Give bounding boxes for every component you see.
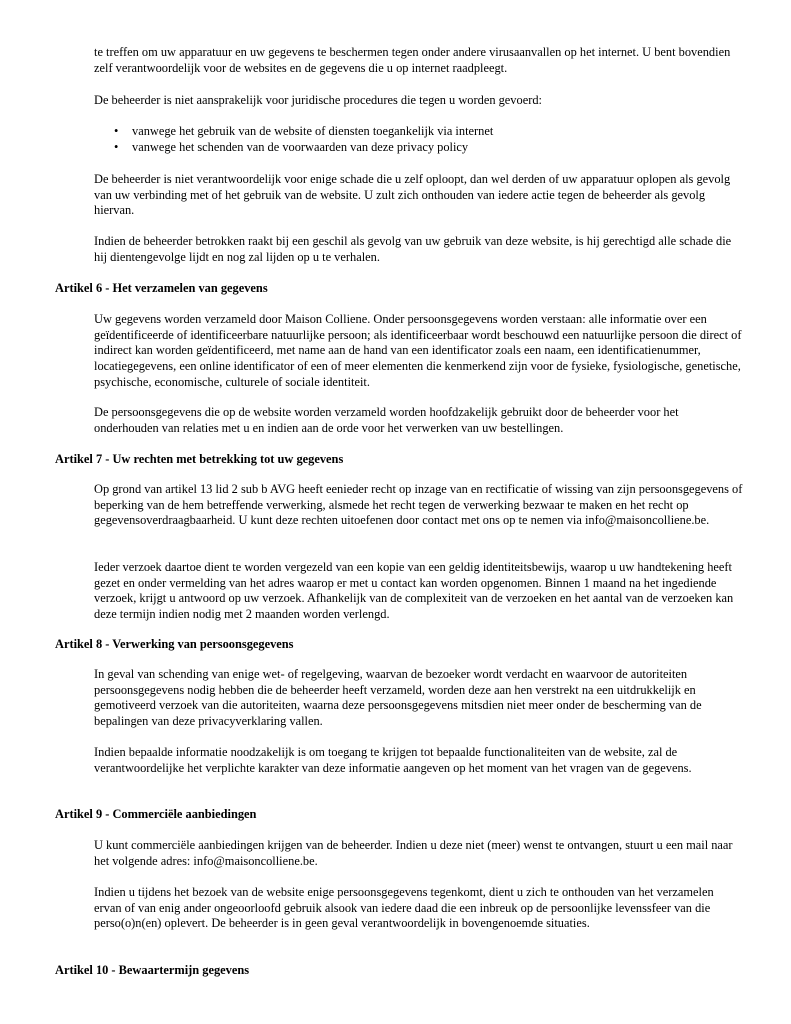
bullet-icon: • — [114, 139, 119, 154]
paragraph-article-6-1: Uw gegevens worden verzameld door Maison Colliene. Onder persoonsgegevens worden verstaan: alle informatie over een geïdentificeerde of identificeerbare natuurlijke persoon; als identificeerbaar wordt beschouwd een natuurlijke persoon die direct of indirect kan worden geïdentificeerd, met name aan de hand van een identificator zoals een naam, een identificatienummer, locatiegegevens, een online identificator of een of meer elementen die kenmerkend zijn voor de fysieke, fysiologische, genetische, psychische, economische, culturele of sociale identiteit. — [94, 312, 742, 389]
paragraph-dispute: Indien de beheerder betrokken raakt bij een geschil als gevolg van uw gebruik van deze website, is hij gerechtigd alle schade die hij dientengevolge lijdt en nog zal lijden op u te verhalen. — [94, 234, 732, 264]
paragraph-damage: De beheerder is niet verantwoordelijk voor enige schade die u zelf oploopt, dan wel derden of uw apparatuur oplopen als gevolg van uw verbinding met of het gebruik van de website. U zult zich onthouden van iedere actie tegen de beheerder als gevolg hiervan. — [94, 172, 731, 218]
heading-article-9: Artikel 9 - Commerciële aanbiedingen — [55, 807, 257, 821]
bullet-icon: • — [114, 124, 119, 138]
paragraph-security: te treffen om uw apparatuur en uw gegevens te beschermen tegen onder andere virusaanvallen op het internet. U bent bovendien zelf verantwoordelijk voor de websites en de gegevens die u op internet raadpleegt. — [94, 45, 731, 75]
heading-article-10: Artikel 10 - Bewaartermijn gegevens — [55, 963, 250, 977]
heading-article-8: Artikel 8 - Verwerking van persoonsgegevens — [55, 637, 294, 651]
heading-article-6: Artikel 6 - Het verzamelen van gegevens — [55, 281, 268, 295]
paragraph-article-8-1: In geval van schending van enige wet- of regelgeving, waarvan de bezoeker wordt verdacht en waarvoor de autoriteiten persoonsgegevens nodig hebben die de beheerder heeft verzameld, worden deze aan hen verstrekt na een uitdrukkelijk en gemotiveerd verzoek van die autoriteiten, waarna deze persoonsgegevens mitsdien niet meer onder de bescherming van de bepalingen van deze privacyverklaring vallen. — [94, 667, 702, 729]
paragraph-article-9-1: U kunt commerciële aanbiedingen krijgen van de beheerder. Indien u deze niet (meer) wenst te ontvangen, stuurt u een mail naar het volgende adres: info@maisoncolliene.be. — [94, 838, 733, 868]
paragraph-article-7-2: Ieder verzoek daartoe dient te worden vergezeld van een kopie van een geldig identiteitsbewijs, waarop u uw handtekening heeft gezet en onder vermelding van het adres waarop er met u contact kan worden opgenomen. Binnen 1 maand na het ingediende verzoek, krijgt u antwoord op uw verzoek. Afhankelijk van de complexiteit van de verzoeken en het aantal van de verzoeken kan deze termijn indien nodig met 2 maanden worden verlengd. — [94, 560, 734, 622]
list-item: • vanwege het gebruik van de website of diensten toegankelijk via internet — [114, 124, 494, 138]
paragraph-article-9-2: Indien u tijdens het bezoek van de website enige persoonsgegevens tegenkomt, dient u zich te onthouden van het verzamelen ervan of van enig ander ongeoorloofd gebruik alsook van iedere daad die een inbreuk op de persoonlijke levenssfeer van die perso(o)n(en) oplevert. De beheerder is in geen geval verantwoordelijk in bovengenoemde situaties. — [94, 885, 714, 931]
paragraph-article-8-2: Indien bepaalde informatie noodzakelijk is om toegang te krijgen tot bepaalde functionaliteiten van de website, zal de verantwoordelijke het verplichte karakter van deze informatie aangeven op het moment van het vragen van de gegevens. — [94, 745, 692, 775]
paragraph-article-7-1: Op grond van artikel 13 lid 2 sub b AVG heeft eenieder recht op inzage van en rectificatie of wissing van zijn persoonsgegevens of beperking van de hem betreffende verwerking, alsmede het recht tegen de verwerking bezwaar te maken en het recht op gegevensoverdraagbaarheid. U kunt deze rechten uitoefenen door contact met ons op te nemen via info@maisoncolliene.be. — [94, 482, 743, 528]
paragraph-article-6-2: De persoonsgegevens die op de website worden verzameld worden hoofdzakelijk gebruikt door de beheerder voor het onderhouden van relaties met u en indien aan de orde voor het verwerken van uw bestellingen. — [94, 405, 679, 435]
heading-article-7: Artikel 7 - Uw rechten met betrekking tot uw gegevens — [55, 452, 344, 466]
liability-list — [114, 124, 734, 155]
paragraph-liability-intro: De beheerder is niet aansprakelijk voor juridische procedures die tegen u worden gevoerd: — [94, 93, 542, 107]
list-item: • vanwege het schenden van de voorwaarden van deze privacy policy — [114, 139, 469, 154]
